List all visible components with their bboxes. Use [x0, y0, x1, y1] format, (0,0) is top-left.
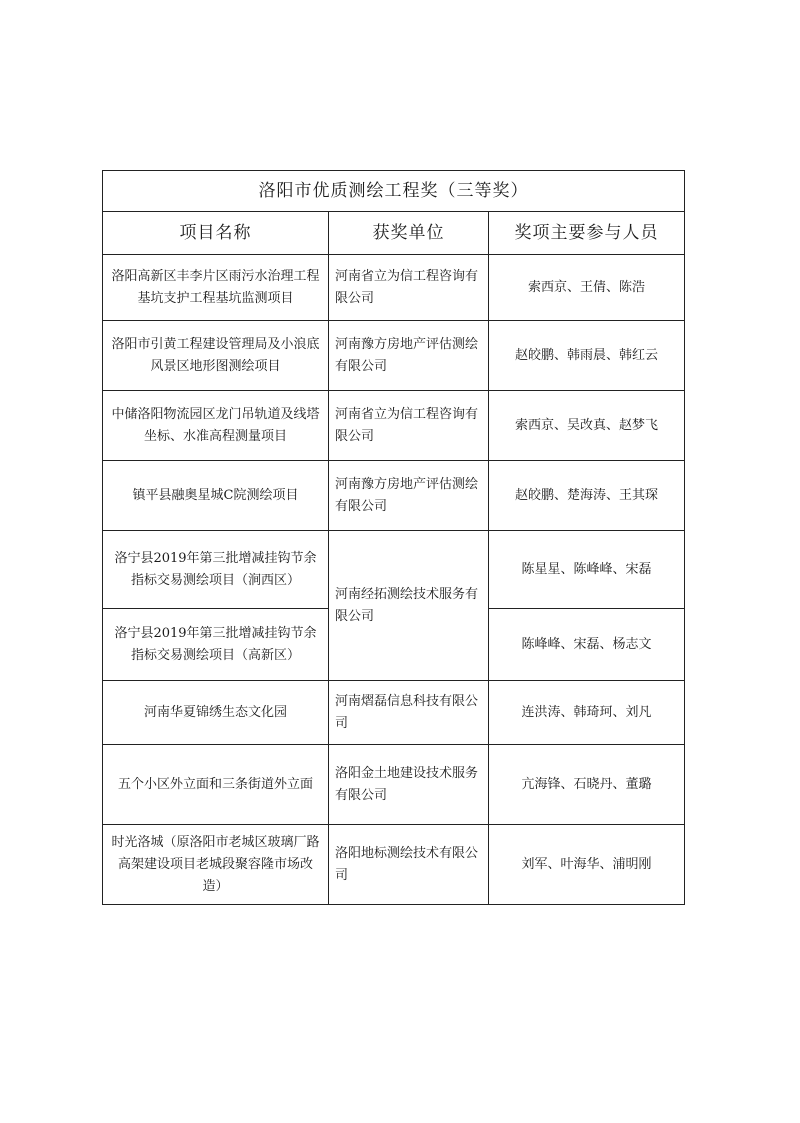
participants-cell: 刘军、叶海华、浦明刚 — [489, 825, 685, 905]
participants-cell: 连洪涛、韩琦珂、刘凡 — [489, 681, 685, 745]
participants-cell: 陈峰峰、宋磊、杨志文 — [489, 609, 685, 681]
project-name-cell: 河南华夏锦绣生态文化园 — [103, 681, 329, 745]
table-row — [103, 531, 685, 609]
header-project-name: 项目名称 — [103, 212, 329, 255]
award-unit-cell: 河南豫方房地产评估测绘有限公司 — [329, 461, 489, 531]
participants-cell: 索西京、吴改真、赵梦飞 — [489, 391, 685, 461]
award-table — [102, 170, 685, 905]
project-name-cell: 洛阳高新区丰李片区雨污水治理工程基坑支护工程基坑监测项目 — [103, 255, 329, 321]
table-row — [103, 321, 685, 391]
participants-cell: 赵皎鹏、韩雨晨、韩红云 — [489, 321, 685, 391]
project-name-cell: 洛宁县2019年第三批增减挂钩节余指标交易测绘项目（涧西区） — [103, 531, 329, 609]
table-row — [103, 255, 685, 321]
project-name-cell: 镇平县融奥星城C院测绘项目 — [103, 461, 329, 531]
participants-cell: 索西京、王倩、陈浩 — [489, 255, 685, 321]
award-unit-cell: 河南经拓测绘技术服务有限公司 — [329, 531, 489, 681]
award-unit-cell: 洛阳地标测绘技术有限公司 — [329, 825, 489, 905]
award-unit-cell: 洛阳金土地建设技术服务有限公司 — [329, 745, 489, 825]
project-name-cell: 洛宁县2019年第三批增减挂钩节余指标交易测绘项目（高新区） — [103, 609, 329, 681]
header-award-unit: 获奖单位 — [329, 212, 489, 255]
table-row — [103, 461, 685, 531]
table-title: 洛阳市优质测绘工程奖（三等奖） — [103, 171, 685, 212]
award-unit-cell: 河南省立为信工程咨询有限公司 — [329, 255, 489, 321]
table-row — [103, 825, 685, 905]
table-row — [103, 391, 685, 461]
award-unit-cell: 河南熠磊信息科技有限公司 — [329, 681, 489, 745]
header-participants: 奖项主要参与人员 — [489, 212, 685, 255]
table-header-row — [103, 212, 685, 255]
participants-cell: 赵皎鹏、楚海涛、王其琛 — [489, 461, 685, 531]
award-unit-cell: 河南豫方房地产评估测绘有限公司 — [329, 321, 489, 391]
participants-cell: 陈星星、陈峰峰、宋磊 — [489, 531, 685, 609]
project-name-cell: 五个小区外立面和三条街道外立面 — [103, 745, 329, 825]
project-name-cell: 洛阳市引黄工程建设管理局及小浪底风景区地形图测绘项目 — [103, 321, 329, 391]
project-name-cell: 中储洛阳物流园区龙门吊轨道及线塔坐标、水准高程测量项目 — [103, 391, 329, 461]
project-name-cell: 时光洛城（原洛阳市老城区玻璃厂路高架建设项目老城段聚容隆市场改造） — [103, 825, 329, 905]
table-row — [103, 745, 685, 825]
participants-cell: 亢海锋、石晓丹、董璐 — [489, 745, 685, 825]
award-unit-cell: 河南省立为信工程咨询有限公司 — [329, 391, 489, 461]
table-title-row — [103, 171, 685, 212]
table-row — [103, 681, 685, 745]
